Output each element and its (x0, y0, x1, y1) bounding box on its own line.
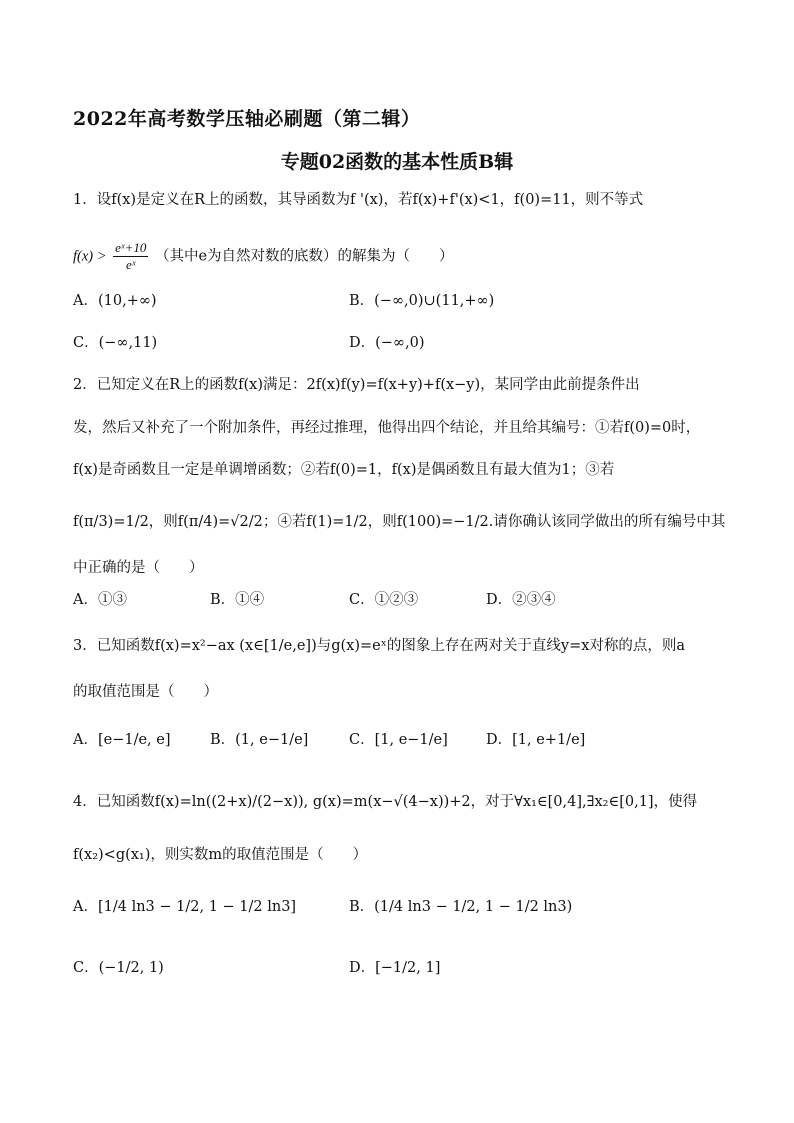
q2-option-c: C．①②③ (349, 592, 419, 608)
q1-option-b: B．(−∞,0)∪(11,+∞) (349, 293, 495, 309)
q3-option-d: D．[1, e+1/e] (486, 732, 586, 748)
q1-option-a: A．(10,+∞) (73, 293, 157, 309)
q1-fraction-numerator: eˣ+10 (115, 240, 147, 255)
document-title: 2022年高考数学压轴必刷题（第二辑） (73, 108, 421, 130)
q2-line3: f(x)是奇函数且一定是单调增函数；②若f(0)=1，f(x)是偶函数且有最大值为1；③若 (73, 462, 615, 478)
q4-option-b: B．(1/4 ln3 − 1/2, 1 − 1/2 ln3) (349, 899, 573, 915)
q1-fraction-denominator: eˣ (126, 257, 136, 272)
q2-option-d: D．②③④ (486, 592, 556, 608)
q4-line1: 4．已知函数f(x)=ln((2+x)/(2−x)), g(x)=m(x−√(4−x))+2，对于∀x₁∈[0,4],∃x₂∈[0,1]，使得 (73, 794, 698, 810)
q1-line2 (73, 240, 454, 273)
q2-line4: f(π/3)=1/2，则f(π/4)=√2/2；④若f(1)=1/2，则f(100)=−1/2.请你确认该同学做出的所有编号中其 (73, 514, 726, 530)
q2-option-a: A．①③ (73, 592, 127, 608)
q3-option-b: B．(1, e−1/e] (210, 732, 309, 748)
q3-option-c: C．[1, e−1/e] (349, 732, 448, 748)
q1-fraction (113, 240, 148, 273)
q2-line2: 发，然后又补充了一个附加条件，再经过推理，他得出四个结论，并且给其编号：①若f(0)=0时， (73, 420, 701, 436)
q4-option-d: D．[−1/2, 1] (349, 960, 441, 976)
q4-option-a: A．[1/4 ln3 − 1/2, 1 − 1/2 ln3] (73, 899, 297, 915)
q3-option-a: A．[e−1/e, e] (73, 732, 171, 748)
q1-line2-pre: f(x) > (73, 248, 107, 265)
q1-line1: 1．设f(x)是定义在R上的函数，其导函数为f '(x)，若f(x)+f'(x)<1，f(0)=11，则不等式 (73, 192, 644, 208)
q2-option-b: B．①④ (210, 592, 265, 608)
document-subtitle: 专题02函数的基本性质B辑 (280, 151, 514, 173)
q4-option-c: C．(−1/2, 1) (73, 960, 164, 976)
q4-line2: f(x₂)<g(x₁)，则实数m的取值范围是（ ） (73, 847, 368, 863)
q2-line5: 中正确的是（ ） (73, 560, 204, 576)
q1-line2-post: （其中e为自然对数的底数）的解集为（ ） (154, 248, 454, 265)
q2-line1: 2．已知定义在R上的函数f(x)满足：2f(x)f(y)=f(x+y)+f(x−y)，某同学由此前提条件出 (73, 377, 640, 393)
q3-line2: 的取值范围是（ ） (73, 684, 218, 700)
q3-line1: 3．已知函数f(x)=x²−ax (x∈[1/e,e])与g(x)=eˣ的图象上存在两对关于直线y=x对称的点，则a (73, 638, 686, 654)
q1-option-c: C．(−∞,11) (73, 335, 158, 351)
q1-option-d: D．(−∞,0) (349, 335, 425, 351)
